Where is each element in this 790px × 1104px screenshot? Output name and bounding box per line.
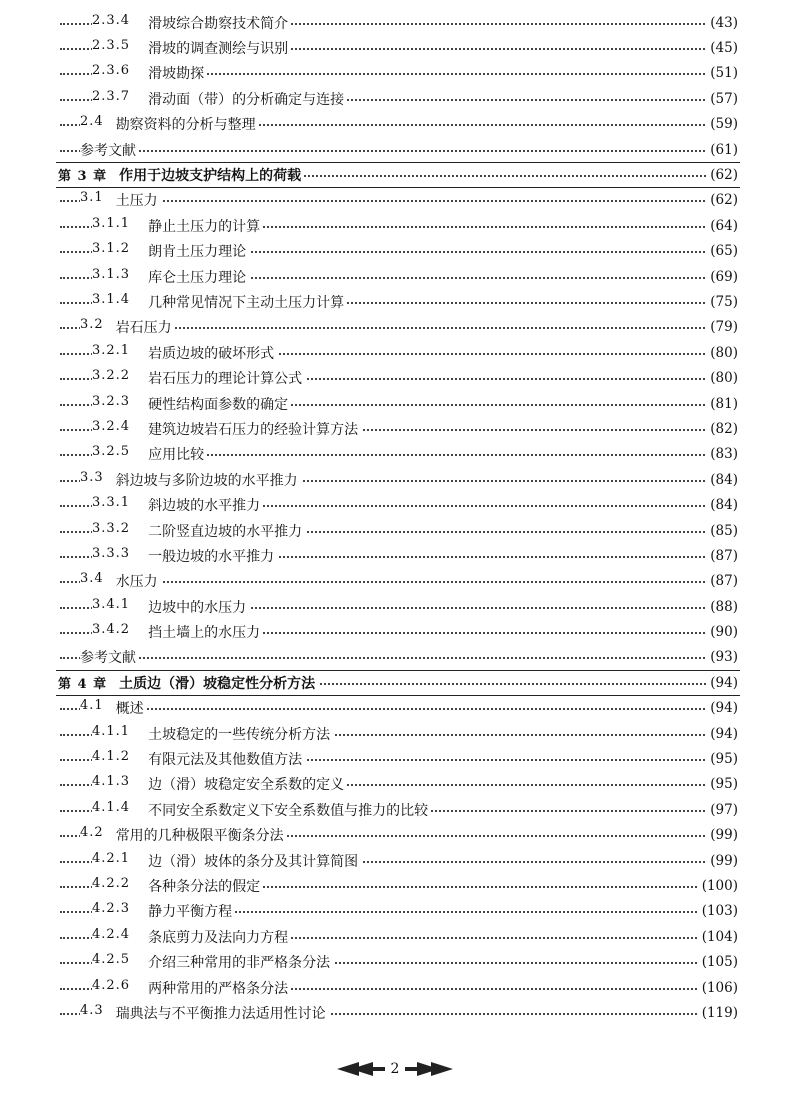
toc-page-number: (65) — [707, 243, 738, 259]
toc-entry-number: 4.2.4 — [92, 926, 131, 942]
toc-page-number: (97) — [707, 802, 738, 818]
toc-entry-title: 二阶竖直边坡的水平推力 — [148, 523, 303, 540]
toc-page-number: (80) — [707, 345, 738, 361]
toc-entry-row — [0, 213, 790, 238]
toc-entry-label — [92, 63, 207, 83]
toc-entry-label — [58, 165, 304, 185]
dot-leader — [60, 150, 728, 152]
toc-entry-title: 瑞典法与不平衡推力法适用性讨论 — [115, 1005, 326, 1022]
toc-entry-row — [0, 721, 790, 746]
toc-page-number: (106) — [699, 980, 738, 996]
toc-entry-row — [0, 61, 790, 86]
toc-entry-number: 3.1 — [80, 190, 104, 206]
toc-entry-number: 3.3.3 — [92, 545, 131, 561]
toc-entry-number: 3.1.2 — [92, 241, 131, 257]
toc-entry-label — [92, 216, 263, 236]
toc-page-number: (64) — [707, 218, 738, 234]
toc-entry-label — [92, 394, 291, 414]
toc-entry-label — [92, 38, 291, 58]
toc-entry-title: 挡土墙上的水压力 — [148, 625, 261, 642]
toc-entry-number: 3.4.1 — [92, 596, 131, 612]
toc-entry-label — [80, 470, 301, 490]
toc-entry-number: 4.2 — [80, 825, 104, 841]
toc-entry-row — [0, 467, 790, 492]
toc-entry-number: 3.2 — [80, 317, 104, 333]
toc-page-number: (90) — [707, 624, 738, 640]
toc-entry-label — [92, 444, 207, 464]
toc-page-number: (75) — [707, 294, 738, 310]
toc-entry-title: 边（滑）坡体的条分及其计算简图 — [148, 853, 359, 870]
toc-entry-title: 朗肯土压力理论 — [148, 244, 247, 261]
toc-entry-title: 边坡中的水压力 — [148, 599, 247, 616]
toc-entry-label — [92, 292, 347, 312]
dot-leader — [60, 657, 728, 659]
toc-entry-title: 条底剪力及法向力方程 — [148, 929, 289, 946]
toc-entry-label — [92, 800, 431, 820]
toc-entry-number: 4.2.6 — [92, 977, 131, 993]
toc-entry-title: 土压力 — [115, 193, 158, 210]
toc-page-number: (88) — [707, 599, 738, 615]
dot-leader — [60, 708, 728, 710]
toc-entry-row — [0, 1000, 790, 1025]
toc-entry-number: 4.2.5 — [92, 952, 131, 968]
toc-entry-label — [92, 749, 305, 769]
toc-entry-number: 3.1.1 — [92, 215, 131, 231]
toc-entry-title: 有限元法及其他数值方法 — [148, 752, 303, 769]
toc-page-number: (84) — [707, 497, 738, 513]
toc-entry-title: 滑坡综合勘察技术简介 — [148, 15, 289, 32]
toc-entry-number: 3.2.1 — [92, 342, 131, 358]
page-footer — [0, 1057, 790, 1081]
toc-entry-number: 4.2.2 — [92, 875, 131, 891]
toc-entry-title: 应用比较 — [148, 447, 205, 464]
toc-entry-label — [92, 876, 263, 896]
toc-page-number: (100) — [699, 878, 738, 894]
toc-entry-number: 2.4 — [80, 114, 104, 130]
toc-entry-title: 岩质边坡的破坏形式 — [148, 345, 275, 362]
toc-entry-label — [92, 546, 277, 566]
toc-entry-number: 4.3 — [80, 1002, 104, 1018]
toc-entry-title: 常用的几种极限平衡条分法 — [115, 828, 284, 845]
toc-page-number: (84) — [707, 472, 738, 488]
toc-entry-label — [80, 317, 175, 337]
toc-entry-number: 4.1.3 — [92, 774, 131, 790]
toc-entry-title: 几种常见情况下主动土压力计算 — [148, 294, 345, 311]
toc-entry-label — [92, 774, 347, 794]
toc-entry-label — [80, 698, 147, 718]
toc-page-number: (51) — [707, 65, 738, 81]
toc-entry-title: 概述 — [115, 701, 144, 718]
toc-page-number: (61) — [707, 142, 738, 158]
toc-page-number: (95) — [707, 751, 738, 767]
toc-entry-row — [0, 315, 790, 340]
toc-entry-title: 岩石压力 — [115, 320, 172, 337]
toc-entry-label — [92, 978, 291, 998]
toc-entry-title: 静力平衡方程 — [148, 904, 233, 921]
toc-entry-label — [80, 647, 139, 667]
toc-entry-row — [0, 696, 790, 721]
toc-entry-title: 滑动面（带）的分析确定与连接 — [148, 91, 345, 108]
toc-entry-label — [80, 140, 139, 160]
toc-entry-row — [0, 518, 790, 543]
toc-page-number: (62) — [707, 167, 738, 183]
toc-entry-label — [80, 571, 161, 591]
toc-entry-number: 3.1.4 — [92, 291, 131, 307]
toc-page-number: (103) — [699, 903, 738, 919]
toc-page-number: (79) — [707, 319, 738, 335]
toc-entry-title: 建筑边坡岩石压力的经验计算方法 — [148, 421, 359, 438]
toc-entry-number: 3.2.2 — [92, 368, 131, 384]
toc-page-number: (57) — [707, 91, 738, 107]
toc-page-number: (87) — [707, 573, 738, 589]
toc-entry-row — [0, 188, 790, 213]
toc-entry-label — [92, 597, 249, 617]
toc-entry-label — [92, 521, 305, 541]
toc-entry-label — [58, 673, 318, 693]
toc-entry-row — [0, 35, 790, 60]
toc-entry-title: 参考文献 — [80, 650, 136, 667]
toc-entry-title: 土质边（滑）坡稳定性分析方法 — [119, 675, 316, 692]
toc-entry-title: 斜边坡与多阶边坡的水平推力 — [115, 472, 298, 489]
toc-entry-label — [92, 495, 263, 515]
toc-chapter-row — [56, 162, 740, 187]
toc-entry-title: 一般边坡的水平推力 — [148, 548, 275, 565]
toc-entry-row — [0, 391, 790, 416]
toc-entry-title: 硬性结构面参数的确定 — [148, 396, 289, 413]
toc-entry-row — [0, 848, 790, 873]
toc-entry-number: 3.4 — [80, 571, 104, 587]
toc-entry-row — [0, 340, 790, 365]
toc-page-number: (99) — [707, 827, 738, 843]
toc-entry-row — [0, 975, 790, 1000]
toc-entry-title: 边（滑）坡稳定安全系数的定义 — [148, 777, 345, 794]
toc-entry-row — [0, 823, 790, 848]
toc-entry-number: 4.2.1 — [92, 850, 131, 866]
toc-entry-title: 不同安全系数定义下安全系数值与推力的比较 — [148, 802, 429, 819]
toc-entry-label — [92, 851, 361, 871]
toc-page-number: (99) — [707, 853, 738, 869]
toc-entry-number: 第 3 章 — [58, 169, 108, 185]
toc-entry-row — [0, 619, 790, 644]
toc-entry-row — [0, 365, 790, 390]
toc-entry-title: 参考文献 — [80, 142, 136, 159]
toc-entry-row — [0, 797, 790, 822]
toc-entry-number: 3.2.3 — [92, 393, 131, 409]
toc-entry-number: 3.4.2 — [92, 622, 131, 638]
toc-references-row — [0, 137, 790, 162]
toc-page-number: (59) — [707, 116, 738, 132]
toc-entry-label — [80, 114, 259, 134]
toc-entry-label — [80, 1003, 329, 1023]
toc-entry-label — [80, 825, 287, 845]
toc-page-number: (82) — [707, 421, 738, 437]
toc-entry-label — [92, 241, 249, 261]
toc-entry-number: 3.3.2 — [92, 520, 131, 536]
toc-entry-label — [92, 89, 347, 109]
toc-entry-row — [0, 10, 790, 35]
table-of-contents — [0, 10, 790, 1026]
toc-entry-row — [0, 239, 790, 264]
toc-entry-row — [0, 264, 790, 289]
toc-references-row — [0, 645, 790, 670]
toc-entry-number: 4.1 — [80, 698, 104, 714]
toc-chapter-row — [56, 670, 740, 695]
toc-entry-title: 两种常用的严格条分法 — [148, 980, 289, 997]
toc-entry-label — [92, 13, 291, 33]
toc-page-number: (83) — [707, 446, 738, 462]
toc-page-number: (94) — [707, 726, 738, 742]
toc-page-number: (62) — [707, 192, 738, 208]
toc-entry-label — [92, 419, 361, 439]
toc-page-number: (69) — [707, 269, 738, 285]
toc-entry-title: 作用于边坡支护结构上的荷载 — [119, 168, 302, 185]
toc-entry-number: 4.1.1 — [92, 723, 131, 739]
toc-entry-title: 斜边坡的水平推力 — [148, 498, 261, 515]
toc-entry-label — [92, 901, 235, 921]
toc-entry-number: 3.1.3 — [92, 266, 131, 282]
toc-entry-row — [0, 924, 790, 949]
toc-entry-title: 各种条分法的假定 — [148, 878, 261, 895]
page-number: 2 — [390, 1061, 400, 1077]
toc-entry-number: 第 4 章 — [58, 676, 108, 692]
toc-entry-label — [92, 927, 291, 947]
toc-entry-row — [0, 289, 790, 314]
toc-entry-row — [0, 442, 790, 467]
toc-entry-row — [0, 492, 790, 517]
toc-entry-label — [92, 267, 249, 287]
toc-page-number: (95) — [707, 776, 738, 792]
toc-entry-title: 滑坡的调查测绘与识别 — [148, 41, 289, 58]
toc-page-number: (81) — [707, 396, 738, 412]
toc-entry-row — [0, 594, 790, 619]
toc-entry-number: 3.2.5 — [92, 444, 131, 460]
toc-entry-number: 3.3.1 — [92, 495, 131, 511]
toc-page-number: (43) — [707, 15, 738, 31]
toc-entry-label — [92, 368, 305, 388]
arrow-left-icon — [337, 1061, 385, 1077]
toc-entry-number: 2.3.6 — [92, 63, 131, 79]
toc-page-number: (85) — [707, 523, 738, 539]
toc-entry-row — [0, 569, 790, 594]
toc-page-number: (94) — [707, 700, 738, 716]
toc-entry-row — [0, 772, 790, 797]
toc-entry-row — [0, 86, 790, 111]
toc-entry-number: 3.2.4 — [92, 418, 131, 434]
toc-page-number: (93) — [707, 649, 738, 665]
toc-entry-row — [0, 746, 790, 771]
toc-page-number: (80) — [707, 370, 738, 386]
toc-entry-number: 3.3 — [80, 469, 104, 485]
toc-entry-title: 静止土压力的计算 — [148, 218, 261, 235]
toc-entry-title: 土坡稳定的一些传统分析方法 — [148, 726, 331, 743]
toc-entry-row — [0, 416, 790, 441]
toc-entry-number: 2.3.5 — [92, 38, 131, 54]
toc-entry-number: 4.1.4 — [92, 799, 131, 815]
toc-entry-label — [92, 622, 263, 642]
toc-page-number: (105) — [699, 954, 738, 970]
toc-entry-title: 库仑土压力理论 — [148, 269, 247, 286]
toc-entry-number: 4.2.3 — [92, 901, 131, 917]
toc-entry-label — [92, 952, 333, 972]
toc-page-number: (94) — [707, 675, 738, 691]
toc-entry-title: 勘察资料的分析与整理 — [115, 117, 256, 134]
toc-page-number: (45) — [707, 40, 738, 56]
toc-entry-label — [92, 724, 333, 744]
toc-entry-row — [0, 899, 790, 924]
toc-entry-row — [0, 949, 790, 974]
toc-entry-title: 岩石压力的理论计算公式 — [148, 371, 303, 388]
toc-entry-title: 介绍三种常用的非严格条分法 — [148, 955, 331, 972]
toc-page-number: (104) — [699, 929, 738, 945]
arrow-right-icon — [405, 1061, 453, 1077]
toc-entry-number: 4.1.2 — [92, 749, 131, 765]
toc-page-number: (119) — [699, 1005, 738, 1021]
toc-entry-number: 2.3.7 — [92, 88, 131, 104]
toc-entry-title: 滑坡勘探 — [148, 66, 205, 83]
toc-entry-label — [80, 190, 161, 210]
toc-entry-row — [0, 543, 790, 568]
toc-entry-number: 2.3.4 — [92, 12, 131, 28]
toc-entry-label — [92, 343, 277, 363]
toc-entry-row — [0, 112, 790, 137]
toc-entry-title: 水压力 — [115, 574, 158, 591]
toc-page-number: (87) — [707, 548, 738, 564]
toc-entry-row — [0, 873, 790, 898]
